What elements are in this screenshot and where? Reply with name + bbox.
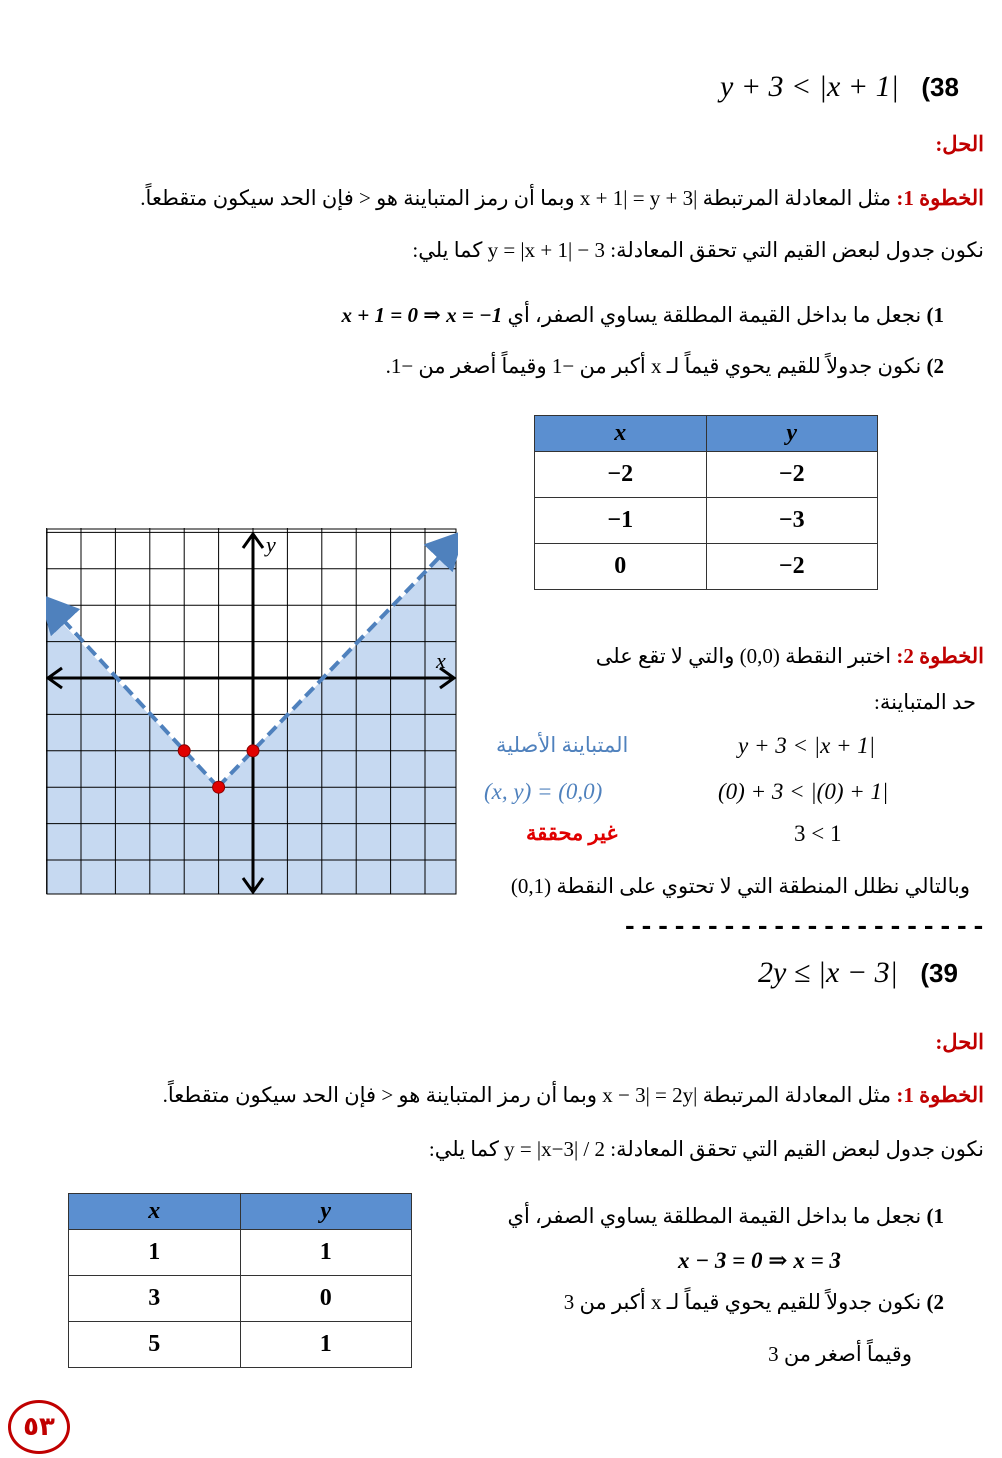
inequality-graph (46, 528, 458, 896)
step1-label: الخطوة 1: (896, 186, 984, 210)
item2-number-39: 2) (926, 1290, 944, 1314)
x-axis-label: x (436, 648, 446, 673)
step2-text-cont: حد المتباينة: (874, 690, 976, 714)
check-point-note: (x, y) = (0,0) (484, 779, 603, 804)
table-cell: −1 (535, 498, 707, 544)
step1-line (34, 186, 984, 211)
shaded-region (46, 542, 456, 894)
plotted-point (213, 781, 225, 793)
solution-label: الحل: (935, 132, 984, 156)
table-header-y: y (240, 1194, 412, 1230)
item2-text-39: نكون جدولاً للقيم يحوي قيماً لـ x أكبر من 3 (563, 1290, 922, 1314)
page-number-badge: ٥٣ (8, 1400, 70, 1454)
item2-text-cont-39: وقيماً أصغر من 3 (768, 1342, 912, 1366)
table-cell: 1 (69, 1230, 241, 1276)
table-intro: نكون جدول لبعض القيم التي تحقق المعادلة: y = |x + 1| − 3 كما يلي: (412, 238, 984, 262)
table-cell: −3 (706, 498, 878, 544)
table-cell: 1 (240, 1230, 412, 1276)
table-cell: 5 (69, 1322, 241, 1368)
step1-line-39 (34, 1083, 984, 1108)
table-row (535, 498, 878, 544)
item2-number: 2) (926, 354, 944, 378)
plotted-point (247, 745, 259, 757)
check-original-note: المتباينة الأصلية (496, 733, 629, 757)
table-cell: 0 (535, 544, 707, 590)
conclusion-text: وبالتالي نظلل المنطقة التي لا تحتوي على النقطة (0,1) (510, 874, 970, 898)
table-header-y: y (706, 416, 878, 452)
problem-39-number: (39 (920, 958, 958, 988)
table-row (69, 1322, 412, 1368)
step2-label: الخطوة 2: (896, 644, 984, 668)
step1-text: مثل المعادلة المرتبطة |x + 1| = y + 3 وبما أن رمز المتباينة هو < فإن الحد سيكون متقطعاً. (140, 186, 892, 210)
table-cell: −2 (706, 452, 878, 498)
plotted-point (178, 745, 190, 757)
problem-38-expression: y + 3 < |x + 1| (38 (720, 70, 959, 103)
table-cell: 0 (240, 1276, 412, 1322)
item1-math: x + 1 = 0 ⇒ x = −1 (341, 303, 503, 327)
table-row (69, 1276, 412, 1322)
table-cell: 1 (240, 1322, 412, 1368)
item1-number-39: 1) (926, 1204, 944, 1228)
step1-label-39: الخطوة 1: (896, 1083, 984, 1107)
solution-label-39: الحل: (935, 1030, 984, 1054)
item2-39 (564, 1290, 944, 1315)
table-header-x: x (69, 1194, 241, 1230)
check-result-math: 3 < 1 (794, 821, 842, 846)
problem-39-expression: 2y ≤ |x − 3| (39 (758, 956, 958, 989)
values-table-38 (534, 415, 878, 590)
item1-39 (508, 1204, 944, 1229)
values-table-39 (68, 1193, 412, 1368)
item1-text-39: نجعل ما بداخل القيمة المطلقة يساوي الصفر، أي (507, 1204, 922, 1228)
step2-text: اختبر النقطة (0,0) والتي لا تقع على (595, 644, 892, 668)
item2-text: نكون جدولاً للقيم يحوي قيماً لـ x أكبر من −1 وقيماً أصغر من −1. (385, 354, 922, 378)
table-cell: −2 (706, 544, 878, 590)
step2-line (596, 644, 984, 669)
separator-dashes: ---------------------- (622, 912, 988, 942)
table-row (69, 1230, 412, 1276)
check-original-math: y + 3 < |x + 1| (738, 733, 876, 758)
table-row (535, 452, 878, 498)
item1 (342, 302, 944, 328)
table-header-x: x (535, 416, 707, 452)
table-cell: −2 (535, 452, 707, 498)
table-intro-39: نكون جدول لبعض القيم التي تحقق المعادلة: y = |x−3| / 2 كما يلي: (428, 1137, 984, 1161)
item1-text: نجعل ما بداخل القيمة المطلقة يساوي الصفر، أي (507, 303, 922, 327)
item1-number: 1) (926, 303, 944, 327)
item2 (386, 354, 944, 379)
item1-math-39: x − 3 = 0 ⇒ x = 3 (678, 1248, 841, 1273)
y-axis-label: y (266, 532, 276, 557)
check-result-note: غير محققة (526, 821, 618, 845)
table-cell: 3 (69, 1276, 241, 1322)
problem-38-number: (38 (921, 72, 959, 102)
step1-text-39: مثل المعادلة المرتبطة |x − 3| = 2y وبما أن رمز المتباينة هو < فإن الحد سيكون متقطعاً. (162, 1083, 892, 1107)
table-row (535, 544, 878, 590)
check-substitution-math: (0) + 3 < |(0) + 1| (718, 779, 889, 804)
